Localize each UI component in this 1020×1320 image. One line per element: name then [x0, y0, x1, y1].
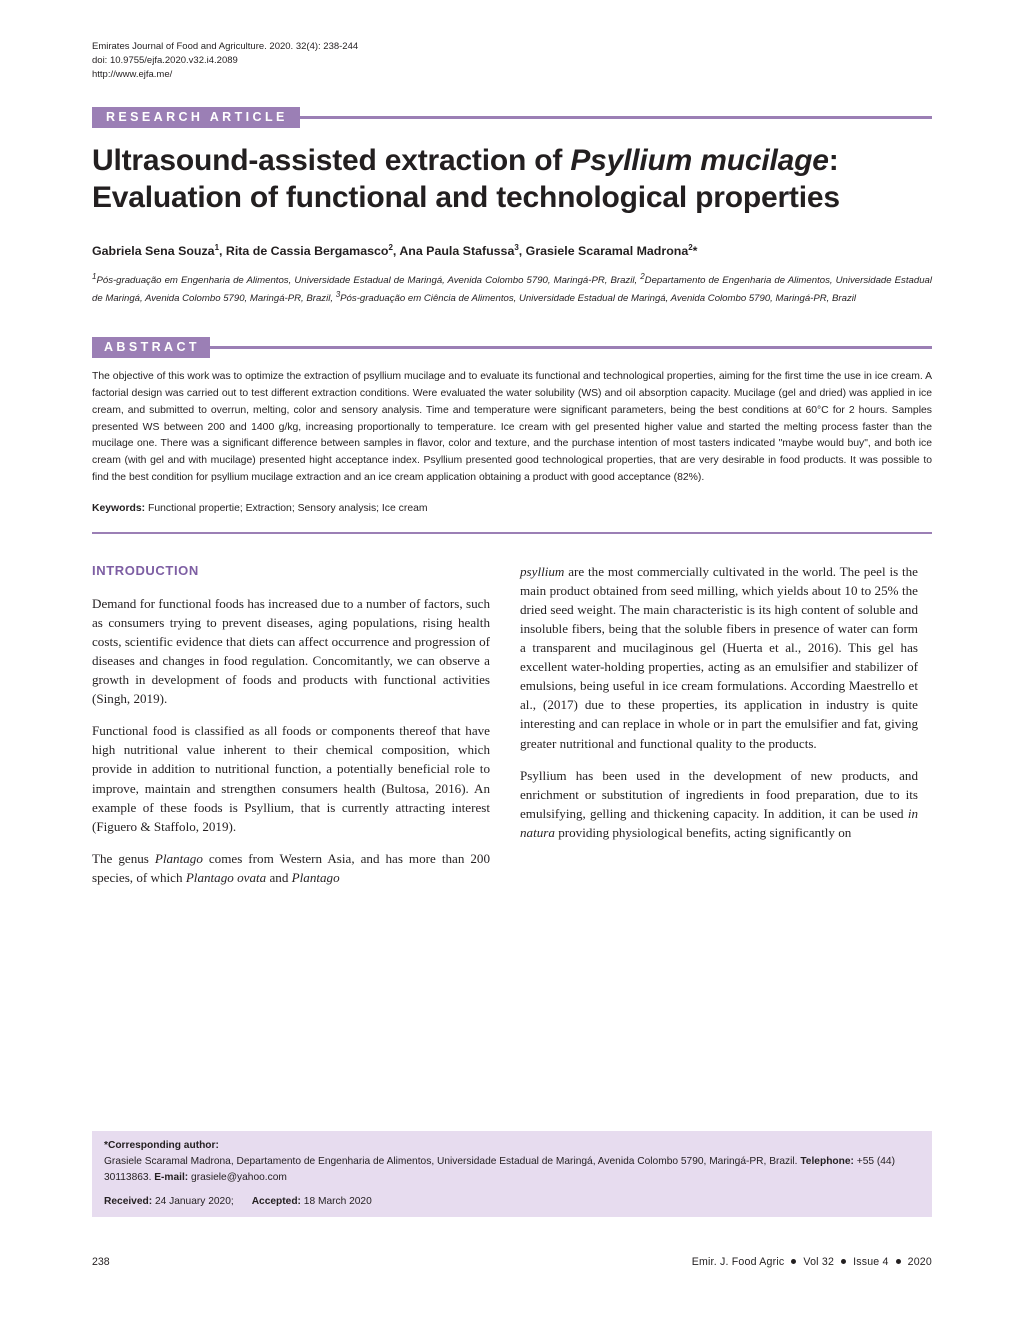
journal-doi: doi: 10.9755/ejfa.2020.v32.i4.2089: [92, 54, 238, 66]
keywords-text: Functional propertie; Extraction; Sensory analysis; Ice cream: [145, 502, 428, 514]
journal-meta: [92, 40, 932, 81]
title-italic-1: Psyllium mucilage: [570, 144, 829, 178]
received-label: Received:: [104, 1196, 153, 1207]
species-plantago-ovata: Plantago ovata: [185, 870, 267, 885]
footer-journal-line: [692, 1256, 932, 1268]
paragraph-text: The genus: [92, 850, 155, 866]
email-value[interactable]: grasiele@yahoo.com: [188, 1171, 287, 1183]
body-columns: [92, 562, 932, 901]
left-column: [92, 562, 490, 901]
author-list: Gabriela Sena Souza$^1$, Rita de Cassia Bergamasco$^2$, Ana Paula Stafussa$^3$, Grasiele Scaramal Madrona$^2$*: [92, 243, 698, 259]
telephone-label: Telephone:: [800, 1156, 854, 1168]
species-psyllium: psyllium: [520, 563, 565, 579]
paragraph: [92, 849, 490, 887]
genus-plantago: Plantago: [154, 850, 203, 866]
paragraph: Functional food is classified as all foods or components thereof that have high nutritional value inherent to their chemical composition, which provide in addition to nutritional function, a potentially beneficial role to improve, maintain and strengthen consumers health (Bultosa, 2016). An example of these foods is Psyllium, that is currently attracting interest (Figuero & Staffolo, 2019).: [92, 723, 490, 834]
banner-label: RESEARCH ARTICLE: [92, 107, 300, 128]
paragraph: [520, 562, 918, 753]
footer-year: 2020: [907, 1256, 932, 1268]
keywords: [92, 501, 932, 518]
author-affiliations: $^1$Pós-graduação em Engenharia de Alimentos, Universidade Estadual de Maringá, Avenida Colombo 5790, Maringá-PR, Brazil, $^2$Departamento de Engenharia de Alimentos, Universidade Estadual de Maringá, Avenida Colombo 5790, Maringá-PR, Brazil, $^3$Pós-graduação em Ciência de Alimentos, Universidade Estadual de Maringá, Avenida Colombo 5790, Maringá-PR, Brazil: [92, 271, 932, 305]
species-plantago: Plantago: [291, 870, 340, 885]
journal-citation: Emirates Journal of Food and Agriculture. 2020. 32(4): 238-244: [92, 41, 359, 52]
paragraph: Demand for functional foods has increased due to a number of factors, such as consumers trying to prevent diseases, aging populations, rising health costs, scientific evidence that diets can affect occurrence and progression of diseases and changes in food regulation. Concomitantly, we can observe a growth in development of foods and products with functional activities (Singh, 2019).: [92, 595, 490, 707]
footer-journal-short: Emir. J. Food Agric: [691, 1256, 785, 1268]
page-title: [92, 143, 932, 216]
received-value: 24 January 2020;: [152, 1196, 234, 1207]
research-article-banner: [92, 107, 932, 129]
journal-url[interactable]: http://www.ejfa.me/: [92, 68, 173, 80]
accepted-value: 18 March 2020: [300, 1196, 372, 1207]
keywords-label: Keywords:: [92, 502, 146, 514]
submission-dates: [104, 1196, 920, 1207]
email-label: E-mail:: [154, 1171, 189, 1183]
section-heading-introduction: INTRODUCTION: [92, 562, 199, 578]
telephone-value: +55 (44) 30113863.: [104, 1156, 895, 1183]
paragraph-text: are the most commercially cultivated in the world. The peel is the main product obtained from seed milling, which yields about 10 to 25% the dried seed weight. The main characteristic is its high content of soluble and insoluble fibers, being that the soluble fibers in presence of water can form a transparent and mucilaginous gel (Huerta et al., 2016). This gel has excellent water-holding properties, acting as an emulsifier and stabilizer of emulsions, being useful in ice cream formulations. According Maestrello et al., (2017) due to these properties, its application in industry is quite interesting and can replace in whole or in part the emulsifier and fat, giving greater nutritional and functional quality to the products.: [520, 563, 918, 751]
corresponding-author-title: *Corresponding author:: [104, 1140, 219, 1152]
abstract-label: ABSTRACT: [92, 337, 210, 358]
corresponding-author-address: Grasiele Scaramal Madrona, Departamento de Engenharia de Alimentos, Universidade Estadual de Maringá, Avenida Colombo 5790, Maringá-PR, Brazil.: [104, 1156, 801, 1168]
paragraph-text: comes from Western Asia, and has more than 200 species, of which: [92, 850, 490, 885]
paragraph: [520, 766, 918, 842]
bullet-icon: [841, 1259, 846, 1264]
accepted-label: Accepted:: [251, 1196, 301, 1207]
corresponding-author-details: [104, 1154, 920, 1185]
bullet-icon: [791, 1259, 796, 1264]
phrase-in-natura: in natura: [520, 805, 918, 841]
corresponding-author-box: [92, 1131, 932, 1217]
footer-issue: Issue 4: [853, 1256, 889, 1268]
title-part-2: : Evaluation of functional and technological properties: [92, 144, 840, 214]
abstract-banner: [92, 337, 932, 359]
paragraph-text: Psyllium has been used in the development of new products, and enrichment or substitution of ingredients in food preparation, due to its emulsifying, gelling and thickening capacity. In addition, it can be used: [520, 767, 918, 821]
footer-volume: Vol 32: [803, 1256, 835, 1268]
page-footer: [92, 1256, 932, 1268]
title-part-1: Ultrasound-assisted extraction of: [92, 144, 571, 178]
abstract-text: The objective of this work was to optimize the extraction of psyllium mucilage and to evaluate its functional and technological properties, aiming for the first time the use in ice cream. A factorial design was carried out to test different extraction conditions. Were evaluated the water solubility (WS) and oil absorption capacity. Mucilage (gel and dried) was applied in ice cream, and submitted to overrun, melting, color and sensory analysis. Time and temperature were significant parameters, being the best conditions at 60°C for 2 hours. Samples presented WS between 200 and 1400 g/kg, increasing proportionally to temperature. Ice cream with gel presented higher value and started the melting process faster than the mucilage one. There was a significant difference between samples in flavor, color and texture, and the purchase intention of most tasters indicated "maybe would buy", and both ice cream (with gel and with mucilage) presented hight acceptance index. Psyllium presented good technological properties, that are very desirable in food products. It was possible to find the best condition for psyllium mucilage extraction and an ice cream application obtaining a product with good acceptance (82%).: [92, 371, 932, 484]
abstract-divider: [92, 346, 932, 349]
page-number: 238: [92, 1256, 110, 1268]
abstract-bottom-divider: [92, 532, 932, 534]
right-column: [520, 562, 918, 901]
paragraph-text: and: [266, 870, 292, 885]
bullet-icon: [896, 1259, 901, 1264]
paragraph-text: providing physiological benefits, acting significantly on: [554, 825, 852, 841]
